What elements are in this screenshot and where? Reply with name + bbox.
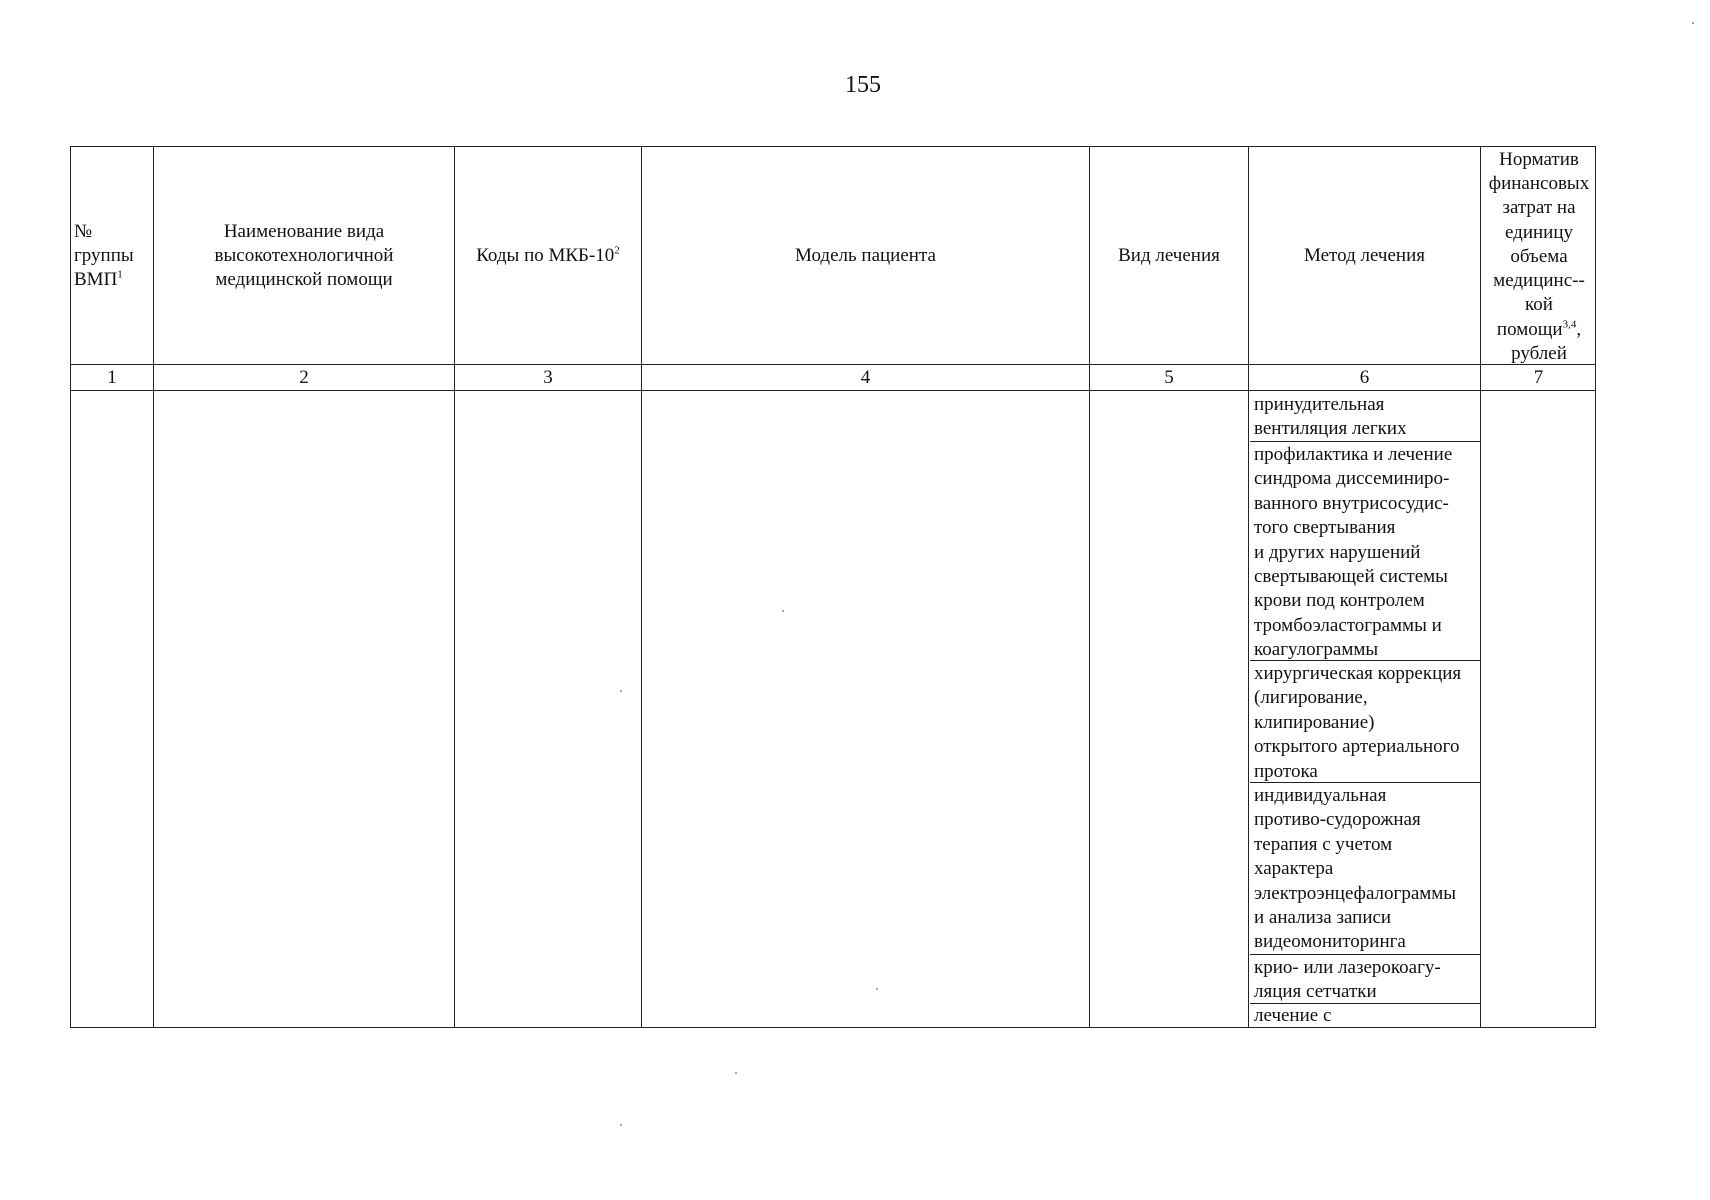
header-treatment-type-text: Вид лечения: [1118, 245, 1220, 266]
header-divider: [70, 364, 1596, 365]
scan-speck: [620, 690, 622, 692]
column-number: 2: [299, 367, 309, 388]
scan-speck: [1692, 22, 1694, 24]
column-number: 4: [860, 367, 871, 388]
header-treatment-method-text: Метод лечения: [1303, 245, 1425, 266]
column-number: 1: [107, 367, 117, 388]
header-treatment-method: [1249, 150, 1480, 362]
treatment-method-entry: индивидуальная противо-судорожная терапия с учетом характера электроэнцефалограммы и анализа записи видеомониторинга: [1254, 785, 1457, 953]
header-patient-model: [642, 150, 1089, 362]
header-patient-model-text: Модель пациента: [795, 245, 936, 266]
footnote-mark: 1: [117, 268, 123, 281]
treatment-method-entry: принудительная вентиляция легких: [1254, 394, 1407, 440]
treatment-method-entry: лечение с: [1254, 1005, 1332, 1026]
footnote-mark: 2: [614, 244, 620, 257]
header-cost-standard-text: Норматив финансовых затрат на единицу объема медицинс-- кой помощи: [1488, 149, 1590, 340]
header-group-number: [74, 150, 153, 362]
method-divider: [1250, 660, 1481, 661]
column-number: 3: [543, 367, 553, 388]
column-number: 5: [1164, 367, 1174, 388]
column-number: 7: [1533, 367, 1544, 388]
treatment-method-entry: хирургическая коррекция (лигирование, клипирование) открытого артериального протока: [1254, 663, 1462, 782]
method-divider: [1250, 441, 1481, 442]
method-divider: [1250, 954, 1481, 955]
header-group-number-text: № группы ВМП: [74, 221, 134, 290]
page-number: 155: [845, 72, 881, 98]
column-divider: [153, 146, 154, 1028]
scan-speck: [782, 610, 784, 612]
header-icd-codes-text: Коды по МКБ-10: [476, 245, 615, 266]
scan-speck: [876, 988, 878, 990]
treatment-method-entry: крио- или лазерокоагу- ляция сетчатки: [1254, 957, 1441, 1003]
header-type-name-text: Наименование вида высокотехнологичной медицинской помощи: [214, 221, 394, 290]
number-row-divider: [70, 390, 1596, 391]
header-cost-standard-unit: , рублей: [1511, 318, 1582, 364]
column-number: 6: [1359, 367, 1370, 388]
header-cost-standard: [1482, 148, 1596, 366]
method-divider: [1250, 782, 1481, 783]
header-treatment-type: [1090, 150, 1248, 362]
scan-speck: [620, 1124, 622, 1126]
header-type-name: [170, 150, 438, 362]
treatment-method-entry: профилактика и лечение синдрома диссеминиро- ванного внутрисосудис- того свертывания и других нарушений свертывающей системы крови под контролем тромбоэластограммы и коагулограммы: [1254, 444, 1453, 661]
footnote-mark: 3,4: [1562, 318, 1577, 331]
header-icd-codes: [455, 150, 641, 362]
scan-speck: [735, 1072, 737, 1074]
